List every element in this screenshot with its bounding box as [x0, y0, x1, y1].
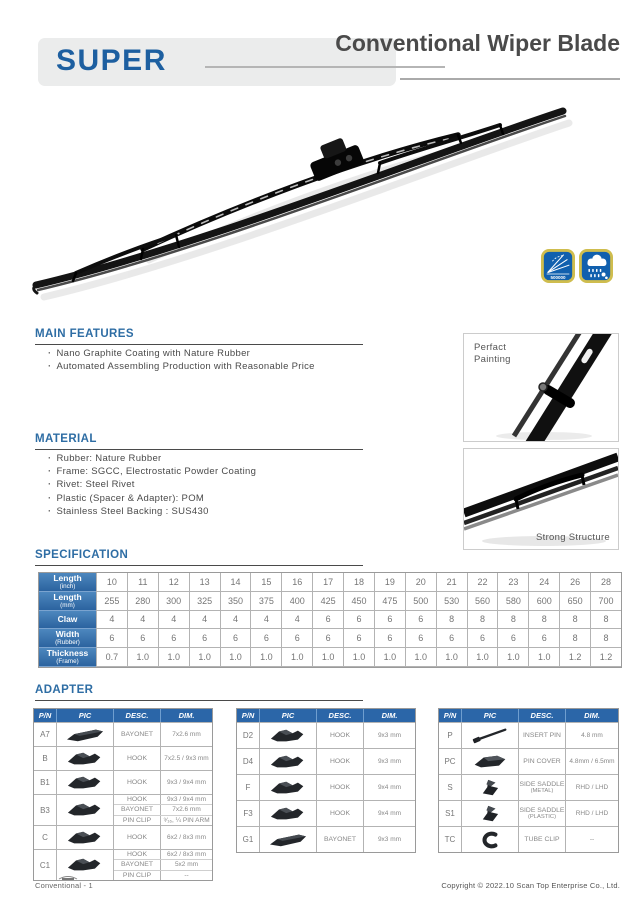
adapter-specs [114, 826, 212, 849]
adapter-part-number: B3 [34, 795, 57, 825]
spec-value-cell: 1.0 [127, 648, 158, 667]
spec-value-cell: 1.0 [497, 648, 528, 667]
spec-value-cell: 22 [467, 573, 498, 592]
spec-value-cell: 580 [497, 592, 528, 611]
bayonet-adapter-icon [260, 827, 317, 852]
spec-value-cell: 450 [343, 592, 374, 611]
spec-value-cell: 1.0 [189, 648, 220, 667]
spec-value-cell: 28 [590, 573, 621, 592]
spec-value-cell: 4 [220, 611, 251, 630]
adapter-specs [317, 827, 415, 852]
spec-value-cell: 18 [343, 573, 374, 592]
tube-clip-icon [462, 827, 519, 852]
brand-divider [205, 66, 445, 68]
spec-value-cell: 4 [96, 611, 127, 630]
adapter-specs [519, 749, 618, 774]
adapter-specs [519, 775, 618, 800]
wipe-cycles-icon [541, 249, 575, 283]
spec-value-cell: 1.0 [528, 648, 559, 667]
adapter-dim: 4.8mm / 6.5mm [569, 758, 615, 765]
spec-value-cell: 280 [127, 592, 158, 611]
adapter-part-number: G1 [237, 827, 260, 852]
adapter-desc: HOOK [114, 850, 161, 859]
adapter-specs [114, 771, 212, 794]
spec-value-cell: 1.0 [405, 648, 436, 667]
main-features-title: MAIN FEATURES [35, 328, 363, 345]
spec-value-cell: 6 [220, 629, 251, 648]
adapter-col-header: PIC [57, 709, 114, 722]
adapter-dim: RHD / LHD [575, 784, 609, 791]
adapter-dim: 7x2.6 mm [172, 806, 201, 814]
bullet-item: · Stainless Steel Backing : SUS430 [48, 505, 209, 517]
adapter-specs [114, 747, 212, 770]
spec-value-cell: 4 [250, 611, 281, 630]
adapter-desc: BAYONET [114, 860, 161, 869]
spec-value-cell: 8 [559, 629, 590, 648]
adapter-row [34, 794, 212, 825]
adapter-dim: 9x3 / 9x4 mm [166, 796, 206, 804]
adapter-row [439, 748, 618, 774]
adapter-dim: 7x2.5 / 9x3 mm [164, 755, 209, 762]
adapter-dim: 6x2 / 8x3 mm [166, 851, 206, 859]
adapter-dim: 5x2 mm [174, 861, 199, 869]
adapter-dim: -- [184, 871, 189, 879]
adapter-dim: 9x3 mm [377, 836, 402, 843]
spec-value-cell: 1.2 [559, 648, 590, 667]
hook-adapter-icon [260, 775, 317, 800]
spec-value-cell: 8 [590, 611, 621, 630]
spec-value-cell: 600 [528, 592, 559, 611]
adapter-specs [519, 723, 618, 748]
spec-value-cell: 1.0 [158, 648, 189, 667]
spec-value-cell: 6 [250, 629, 281, 648]
spec-value-cell: 6 [374, 629, 405, 648]
painting-label: Perfact Painting [474, 342, 511, 365]
adapter-row [237, 722, 415, 748]
spec-value-cell: 0.7 [96, 648, 127, 667]
spec-value-cell: 4 [189, 611, 220, 630]
spec-value-cell: 1.0 [281, 648, 312, 667]
spec-value-cell: 1.0 [467, 648, 498, 667]
adapter-dim: RHD / LHD [575, 810, 609, 817]
structure-photo-box [463, 448, 619, 550]
adapter-desc: SIDE SADDLE (METAL) [519, 775, 566, 800]
adapter-dim: 4.8 mm [581, 732, 603, 739]
spec-value-cell: 11 [127, 573, 158, 592]
adapter-part-number: P [439, 723, 462, 748]
spec-row-header: Claw [39, 611, 96, 630]
spec-value-cell: 8 [590, 629, 621, 648]
adapter-desc: BAYONET [114, 723, 161, 746]
spec-value-cell: 500 [405, 592, 436, 611]
wipe-cycles-count: 500000 [550, 274, 566, 280]
adapter-desc: TUBE CLIP [519, 827, 566, 852]
spec-value-cell: 17 [312, 573, 343, 592]
material-list [48, 453, 256, 519]
adapter-desc: PIN CLIP [114, 871, 161, 880]
adapter-col-header: P/N [237, 709, 260, 722]
adapter-desc: BAYONET [317, 827, 364, 852]
spec-value-cell: 1.0 [250, 648, 281, 667]
spec-value-cell: 8 [467, 611, 498, 630]
spec-value-cell: 1.2 [590, 648, 621, 667]
painting-photo-box [463, 333, 619, 442]
page-title: Conventional Wiper Blade [335, 30, 620, 56]
adapter-col-header: DIM. [381, 711, 398, 720]
adapter-desc: HOOK [114, 826, 161, 849]
adapter-desc: HOOK [317, 801, 364, 826]
adapter-part-number: D2 [237, 723, 260, 748]
all-weather-icon [579, 249, 613, 283]
adapter-part-number: D4 [237, 749, 260, 774]
spec-value-cell: 6 [528, 629, 559, 648]
spec-value-cell: 6 [127, 629, 158, 648]
adapter-desc: INSERT PIN [519, 723, 566, 748]
hook-adapter-icon [57, 771, 114, 794]
adapter-dim: 9x3 mm [377, 732, 402, 739]
specification-table [38, 572, 622, 668]
adapter-dim: 9x3 mm [377, 758, 402, 765]
adapter-col-header: DESC. [519, 709, 566, 722]
adapter-specs [317, 775, 415, 800]
adapter-desc: HOOK [317, 723, 364, 748]
adapter-col-header: DESC. [114, 709, 161, 722]
adapter-desc: BAYONET [114, 805, 161, 814]
bullet-item: · Nano Graphite Coating with Nature Rubber [48, 348, 251, 359]
page-number-label: Conventional - 1 [35, 881, 93, 890]
spec-value-cell: 255 [96, 592, 127, 611]
adapter-col-header: DESC. [317, 709, 364, 722]
hook-adapter-icon [260, 749, 317, 774]
wiper-blade-photo [28, 97, 573, 302]
spec-value-cell: 6 [158, 629, 189, 648]
spec-value-cell: 6 [436, 629, 467, 648]
spec-value-cell: 6 [405, 611, 436, 630]
spec-value-cell: 1.0 [312, 648, 343, 667]
spec-value-cell: 6 [343, 629, 374, 648]
adapter-specs [114, 850, 212, 880]
adapter-col-header: DIM. [178, 711, 195, 720]
spec-value-cell: 560 [467, 592, 498, 611]
adapter-desc: HOOK [317, 775, 364, 800]
adapter-table-1 [33, 708, 213, 881]
adapter-desc: PIN COVER [519, 749, 566, 774]
spec-value-cell: 15 [250, 573, 281, 592]
title-divider [400, 78, 620, 80]
adapter-part-number: C [34, 826, 57, 849]
spec-value-cell: 1.0 [220, 648, 251, 667]
spec-value-cell: 1.0 [374, 648, 405, 667]
spec-value-cell: 530 [436, 592, 467, 611]
adapter-row [237, 748, 415, 774]
spec-value-cell: 6 [467, 629, 498, 648]
adapter-part-number: S [439, 775, 462, 800]
adapter-part-number: TC [439, 827, 462, 852]
adapter-part-number: PC [439, 749, 462, 774]
spec-value-cell: 6 [96, 629, 127, 648]
spec-value-cell: 16 [281, 573, 312, 592]
spec-value-cell: 21 [436, 573, 467, 592]
spec-value-cell: 6 [374, 611, 405, 630]
adapter-title: ADAPTER [35, 684, 363, 701]
adapter-dim: 9x4 mm [377, 810, 402, 817]
adapter-specs [519, 801, 618, 826]
spec-value-cell: 400 [281, 592, 312, 611]
insert-pin-icon [462, 723, 519, 748]
adapter-col-header: PIC [260, 709, 317, 722]
spec-value-cell: 8 [497, 611, 528, 630]
adapter-row [237, 800, 415, 826]
spec-value-cell: 26 [559, 573, 590, 592]
spec-value-cell: 6 [189, 629, 220, 648]
adapter-table-2 [236, 708, 416, 853]
adapter-row [237, 826, 415, 852]
bullet-item: · Rivet: Steel Rivet [48, 479, 135, 491]
spec-value-cell: 8 [528, 611, 559, 630]
brand-name: SUPER [56, 44, 167, 77]
adapter-col-header: P/N [439, 709, 462, 722]
spec-value-cell: 6 [312, 611, 343, 630]
spec-value-cell: 6 [497, 629, 528, 648]
spec-value-cell: 6 [343, 611, 374, 630]
adapter-specs [317, 723, 415, 748]
adapter-row [34, 770, 212, 794]
adapter-desc: HOOK [317, 749, 364, 774]
spec-value-cell: 300 [158, 592, 189, 611]
hook-adapter-icon [260, 801, 317, 826]
spec-value-cell: 4 [158, 611, 189, 630]
structure-label: Strong Structure [536, 532, 610, 543]
bullet-item: · Frame: SGCC, Electrostatic Powder Coating [48, 466, 257, 478]
spec-value-cell: 650 [559, 592, 590, 611]
spec-value-cell: 700 [590, 592, 621, 611]
adapter-desc: HOOK [114, 771, 161, 794]
material-title: MATERIAL [35, 433, 363, 450]
side-saddle-icon [462, 775, 519, 800]
specification-title: SPECIFICATION [35, 549, 363, 566]
spec-value-cell: 350 [220, 592, 251, 611]
spec-value-cell: 4 [281, 611, 312, 630]
adapter-desc: HOOK [114, 795, 161, 804]
spec-value-cell: 325 [189, 592, 220, 611]
spec-value-cell: 13 [189, 573, 220, 592]
adapter-row [34, 825, 212, 849]
spec-row-header: Thickness (Frame) [39, 648, 96, 667]
adapter-row [34, 722, 212, 746]
adapter-part-number: B [34, 747, 57, 770]
bayonet-adapter-icon [57, 723, 114, 746]
adapter-specs [114, 795, 212, 825]
adapter-dim: 6x2 / 8x3 mm [166, 834, 206, 841]
bullet-item: · Rubber: Nature Rubber [48, 453, 162, 464]
bullet-item: · Automated Assembling Production with Reasonable Price [48, 361, 315, 373]
copyright-text: Copyright © 2022.10 Scan Top Enterprise Co., Ltd. [441, 881, 620, 890]
adapter-row [34, 746, 212, 770]
spec-value-cell: 1.0 [436, 648, 467, 667]
adapter-specs [114, 723, 212, 746]
spec-value-cell: 23 [497, 573, 528, 592]
spec-value-cell: 10 [96, 573, 127, 592]
spec-value-cell: 375 [250, 592, 281, 611]
adapter-part-number: C1 [34, 850, 57, 880]
spec-value-cell: 1.0 [343, 648, 374, 667]
spec-row-header: Width (Rubber) [39, 629, 96, 648]
adapter-col-header: DIM. [584, 711, 600, 720]
spec-value-cell: 6 [312, 629, 343, 648]
spec-value-cell: 12 [158, 573, 189, 592]
adapter-specs [317, 801, 415, 826]
spec-value-cell: 4 [127, 611, 158, 630]
adapter-part-number: F3 [237, 801, 260, 826]
spec-value-cell: 8 [559, 611, 590, 630]
hook-adapter-icon [260, 723, 317, 748]
hook-adapter-icon [57, 795, 114, 825]
spec-value-cell: 425 [312, 592, 343, 611]
spec-value-cell: 8 [436, 611, 467, 630]
spec-row-header: Length (inch) [39, 573, 96, 592]
adapter-desc: SIDE SADDLE (PLASTIC) [519, 801, 566, 826]
adapter-specs [519, 827, 618, 852]
adapter-row [237, 774, 415, 800]
adapter-part-number: A7 [34, 723, 57, 746]
adapter-col-header: PIC [462, 709, 519, 722]
adapter-desc: PIN CLIP [114, 816, 161, 825]
adapter-part-number: B1 [34, 771, 57, 794]
side-saddle-icon [462, 801, 519, 826]
adapter-dim: 9x4 mm [377, 784, 402, 791]
main-features-list [48, 348, 315, 374]
adapter-row [439, 826, 618, 852]
spec-value-cell: 6 [405, 629, 436, 648]
hook-adapter-icon [57, 747, 114, 770]
spec-value-cell: 19 [374, 573, 405, 592]
spec-value-cell: 6 [281, 629, 312, 648]
hook-adapter-icon [57, 826, 114, 849]
adapter-desc: HOOK [114, 747, 161, 770]
spec-value-cell: 20 [405, 573, 436, 592]
adapter-col-header: P/N [34, 709, 57, 722]
adapter-dim: -- [589, 836, 595, 843]
adapter-dim: ⁹⁄₁₆, ¼ PIN ARM [163, 816, 210, 824]
adapter-row [439, 800, 618, 826]
adapter-dim: 9x3 / 9x4 mm [166, 779, 206, 786]
adapter-dim: 7x2.6 mm [172, 731, 201, 738]
adapter-row [439, 774, 618, 800]
bullet-item: · Plastic (Spacer & Adapter): POM [48, 492, 205, 504]
adapter-specs [317, 749, 415, 774]
adapter-table-3 [438, 708, 619, 853]
mini-wiper-icon [58, 874, 78, 880]
pin-cover-icon [462, 749, 519, 774]
adapter-row [439, 722, 618, 748]
spec-value-cell: 14 [220, 573, 251, 592]
spec-value-cell: 475 [374, 592, 405, 611]
adapter-part-number: S1 [439, 801, 462, 826]
spec-row-header: Length (mm) [39, 592, 96, 611]
adapter-part-number: F [237, 775, 260, 800]
spec-value-cell: 24 [528, 573, 559, 592]
